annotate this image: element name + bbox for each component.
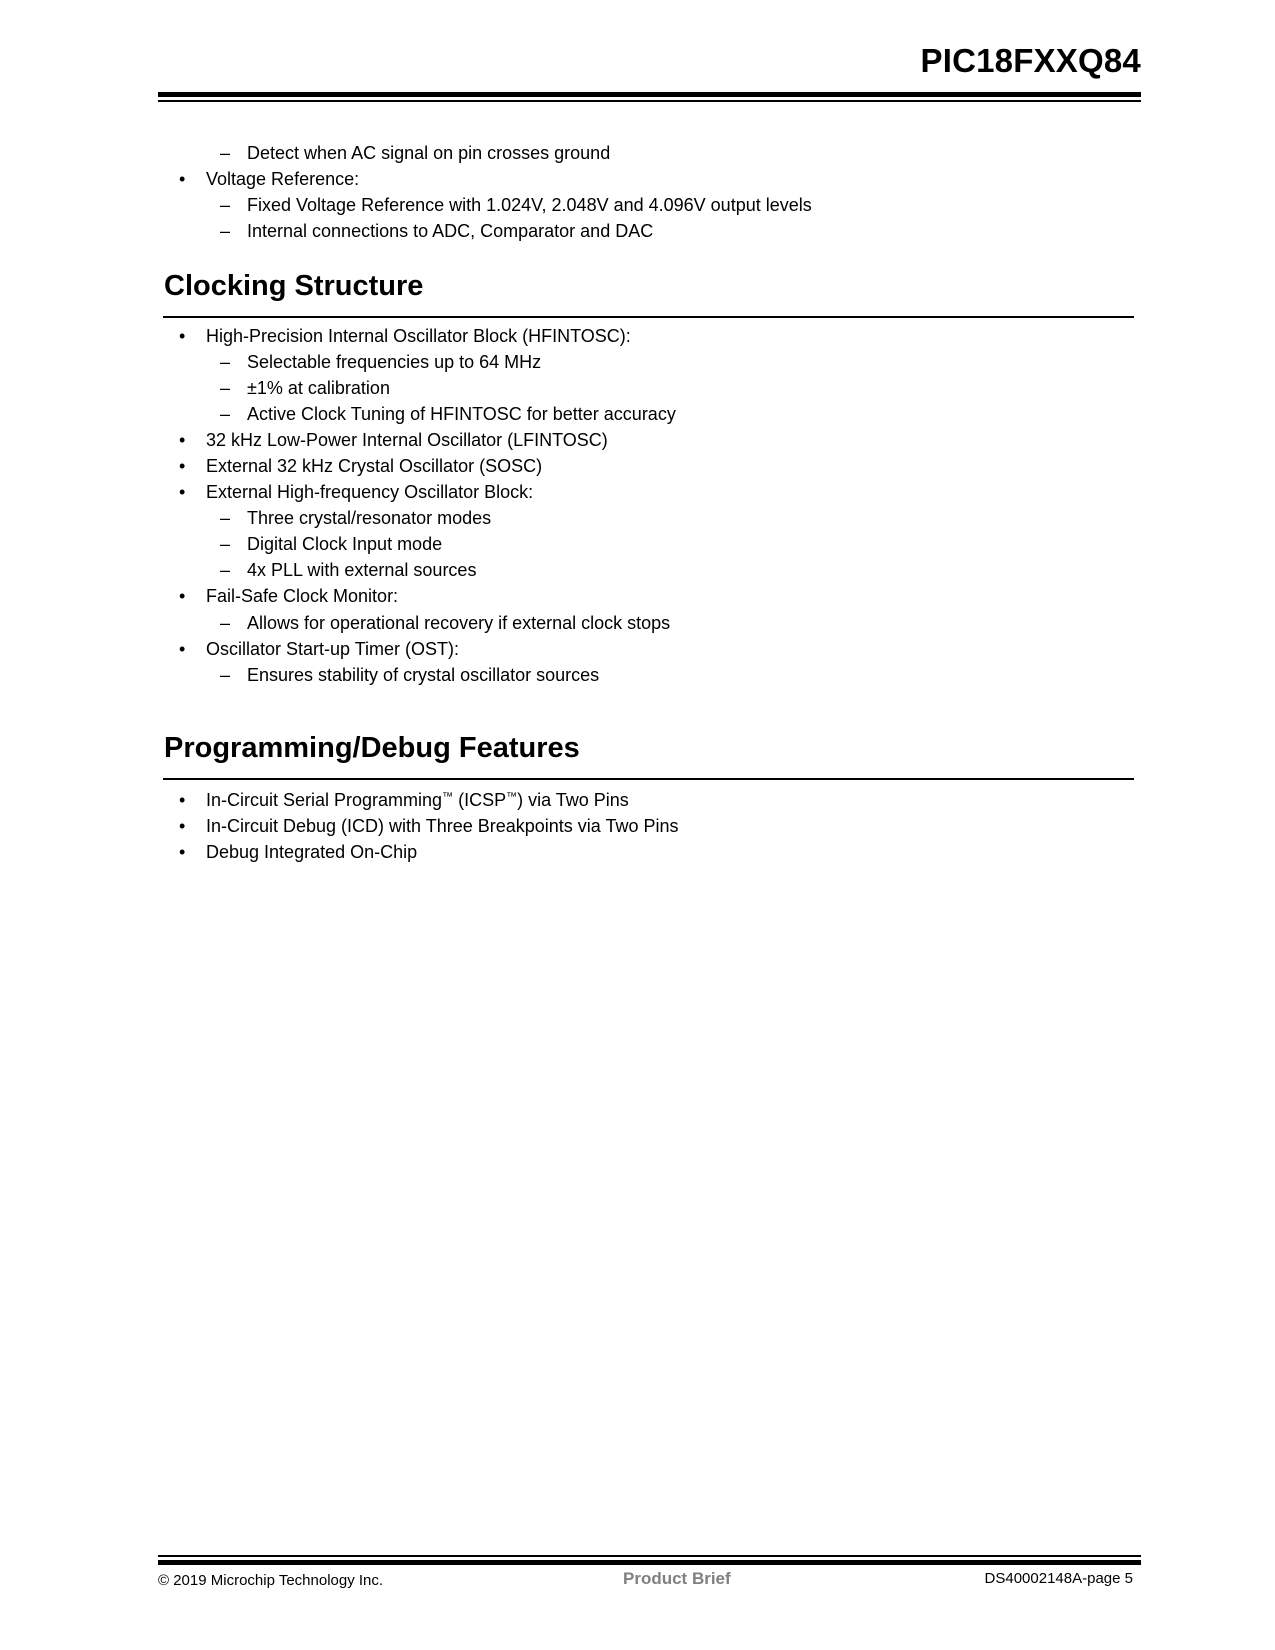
footer-rule-thick — [158, 1560, 1141, 1565]
list-item: • In-Circuit Serial Programming™ (ICSP™) via Two Pins — [179, 790, 629, 810]
list-item: – ±1% at calibration — [220, 378, 390, 398]
list-item: – Internal connections to ADC, Comparator and DAC — [220, 221, 654, 241]
section-heading-clocking: Clocking Structure — [164, 270, 424, 302]
list-item: – Fixed Voltage Reference with 1.024V, 2.048V and 4.096V output levels — [220, 195, 812, 215]
footer-doc-type: Product Brief — [623, 1569, 731, 1588]
list-item: – Detect when AC signal on pin crosses ground — [220, 143, 611, 163]
list-item: • In-Circuit Debug (ICD) with Three Breakpoints via Two Pins — [179, 816, 679, 836]
list-item: • Fail-Safe Clock Monitor: — [179, 586, 399, 606]
list-item: – 4x PLL with external sources — [220, 560, 477, 580]
list-item: – Selectable frequencies up to 64 MHz — [220, 352, 542, 372]
trademark-symbol: ™ — [442, 791, 454, 803]
section-heading-programming: Programming/Debug Features — [164, 732, 580, 764]
footer-copyright: © 2019 Microchip Technology Inc. — [158, 1572, 384, 1589]
footer-page-ref: DS40002148A-page 5 — [984, 1570, 1133, 1587]
trademark-symbol: ™ — [506, 791, 518, 803]
list-item: – Active Clock Tuning of HFINTOSC for better accuracy — [220, 404, 676, 424]
list-item: • 32 kHz Low-Power Internal Oscillator (LFINTOSC) — [179, 430, 608, 450]
footer-rule-thin — [158, 1555, 1141, 1557]
section-rule — [163, 316, 1134, 318]
list-item: • Debug Integrated On-Chip — [179, 842, 418, 862]
list-item: • High-Precision Internal Oscillator Block (HFINTOSC): — [179, 326, 631, 346]
list-item: – Digital Clock Input mode — [220, 534, 443, 554]
list-item: • Voltage Reference: — [179, 169, 360, 189]
section-rule — [163, 778, 1134, 780]
header-rule-thin — [158, 100, 1141, 102]
document-title: PIC18FXXQ84 — [920, 42, 1141, 79]
list-item: – Ensures stability of crystal oscillator sources — [220, 665, 600, 685]
list-item: • External 32 kHz Crystal Oscillator (SOSC) — [179, 456, 543, 476]
list-item: – Three crystal/resonator modes — [220, 508, 492, 528]
list-item: – Allows for operational recovery if external clock stops — [220, 613, 671, 633]
header-rule-thick — [158, 92, 1141, 97]
list-item: • Oscillator Start-up Timer (OST): — [179, 639, 460, 659]
list-item: • External High-frequency Oscillator Block: — [179, 482, 534, 502]
